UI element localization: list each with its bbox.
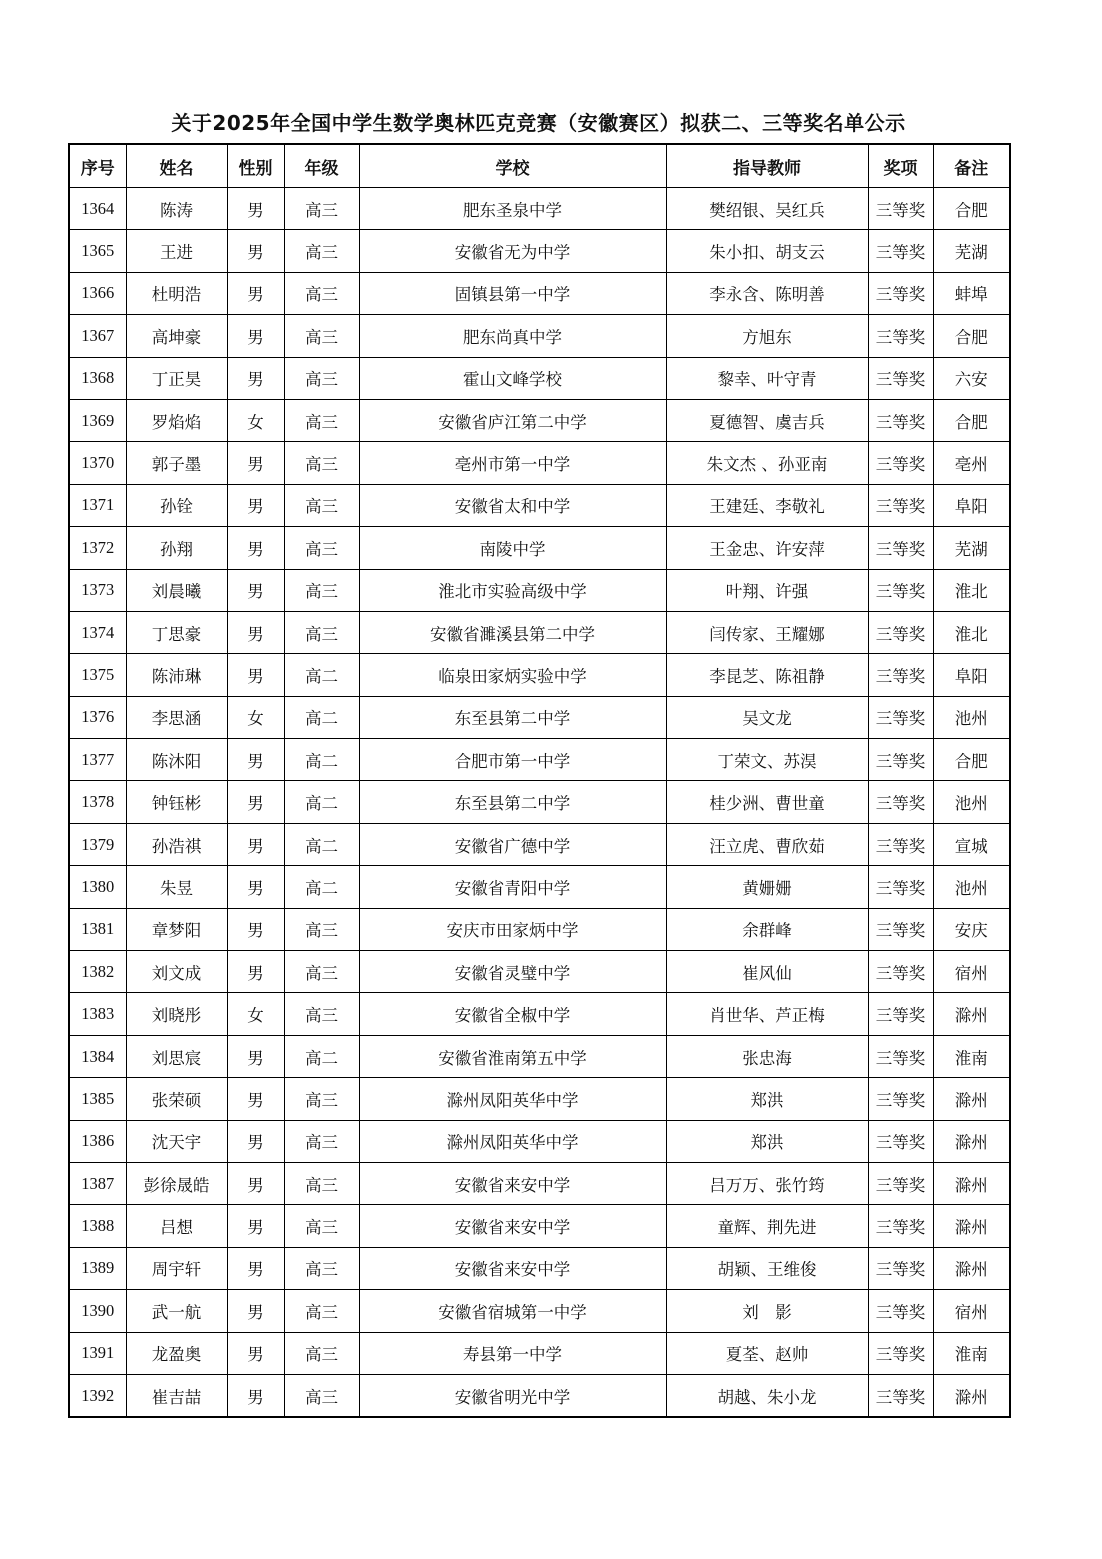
gender-cell: 男 xyxy=(227,1205,284,1247)
school-cell: 安徽省庐江第二中学 xyxy=(359,399,666,441)
advisor-cell: 朱文杰 、孙亚南 xyxy=(666,442,868,484)
serial-cell: 1386 xyxy=(69,1120,126,1162)
region-cell: 淮北 xyxy=(933,611,1010,653)
school-cell: 安徽省青阳中学 xyxy=(359,866,666,908)
school-cell: 淮北市实验高级中学 xyxy=(359,569,666,611)
school-cell: 东至县第二中学 xyxy=(359,696,666,738)
name-cell: 杜明浩 xyxy=(126,272,227,314)
gender-cell: 男 xyxy=(227,569,284,611)
name-cell: 王进 xyxy=(126,230,227,272)
table-row xyxy=(69,696,1010,738)
serial-cell: 1389 xyxy=(69,1247,126,1289)
region-cell: 滁州 xyxy=(933,1078,1010,1120)
school-cell: 安徽省淮南第五中学 xyxy=(359,1035,666,1077)
gender-cell: 男 xyxy=(227,484,284,526)
gender-cell: 女 xyxy=(227,399,284,441)
table-row xyxy=(69,611,1010,653)
gender-cell: 男 xyxy=(227,442,284,484)
serial-cell: 1371 xyxy=(69,484,126,526)
gender-cell: 男 xyxy=(227,1290,284,1332)
award-cell: 三等奖 xyxy=(868,315,933,357)
grade-cell: 高三 xyxy=(284,442,359,484)
region-cell: 亳州 xyxy=(933,442,1010,484)
gender-cell: 女 xyxy=(227,696,284,738)
grade-cell: 高三 xyxy=(284,951,359,993)
grade-cell: 高二 xyxy=(284,781,359,823)
serial-cell: 1380 xyxy=(69,866,126,908)
region-cell: 滁州 xyxy=(933,1205,1010,1247)
award-cell: 三等奖 xyxy=(868,611,933,653)
name-cell: 周宇轩 xyxy=(126,1247,227,1289)
grade-cell: 高三 xyxy=(284,357,359,399)
serial-cell: 1369 xyxy=(69,399,126,441)
school-cell: 安徽省广德中学 xyxy=(359,823,666,865)
serial-cell: 1368 xyxy=(69,357,126,399)
table-header-row xyxy=(69,144,1010,188)
award-cell: 三等奖 xyxy=(868,1247,933,1289)
header-grade: 年级 xyxy=(284,144,359,188)
name-cell: 李思涵 xyxy=(126,696,227,738)
header-region: 备注 xyxy=(933,144,1010,188)
header-name: 姓名 xyxy=(126,144,227,188)
grade-cell: 高三 xyxy=(284,1290,359,1332)
region-cell: 蚌埠 xyxy=(933,272,1010,314)
table-row xyxy=(69,1078,1010,1120)
gender-cell: 男 xyxy=(227,739,284,781)
advisor-cell: 丁荣文、苏淏 xyxy=(666,739,868,781)
serial-cell: 1391 xyxy=(69,1332,126,1374)
award-cell: 三等奖 xyxy=(868,908,933,950)
region-cell: 滁州 xyxy=(933,993,1010,1035)
grade-cell: 高二 xyxy=(284,866,359,908)
table-row xyxy=(69,993,1010,1035)
document-title: 关于2025年全国中学生数学奥林匹克竞赛（安徽赛区）拟获二、三等奖名单公示 xyxy=(171,111,906,135)
award-cell: 三等奖 xyxy=(868,484,933,526)
school-cell: 滁州凤阳英华中学 xyxy=(359,1120,666,1162)
table-row xyxy=(69,1120,1010,1162)
name-cell: 崔吉喆 xyxy=(126,1374,227,1417)
region-cell: 六安 xyxy=(933,357,1010,399)
table-row xyxy=(69,1332,1010,1374)
gender-cell: 男 xyxy=(227,527,284,569)
school-cell: 安徽省灵璧中学 xyxy=(359,951,666,993)
serial-cell: 1378 xyxy=(69,781,126,823)
advisor-cell: 夏德智、虞吉兵 xyxy=(666,399,868,441)
table-body xyxy=(69,188,1010,1418)
table-row xyxy=(69,1162,1010,1204)
gender-cell: 男 xyxy=(227,1120,284,1162)
grade-cell: 高二 xyxy=(284,1035,359,1077)
serial-cell: 1387 xyxy=(69,1162,126,1204)
advisor-cell: 叶翔、许强 xyxy=(666,569,868,611)
table-row xyxy=(69,527,1010,569)
region-cell: 滁州 xyxy=(933,1247,1010,1289)
school-cell: 安庆市田家炳中学 xyxy=(359,908,666,950)
serial-cell: 1365 xyxy=(69,230,126,272)
award-roster-table xyxy=(68,143,1011,1418)
name-cell: 孙浩祺 xyxy=(126,823,227,865)
table-row xyxy=(69,357,1010,399)
header-serial: 序号 xyxy=(69,144,126,188)
award-cell: 三等奖 xyxy=(868,230,933,272)
school-cell: 安徽省来安中学 xyxy=(359,1247,666,1289)
advisor-cell: 黎幸、叶守青 xyxy=(666,357,868,399)
advisor-cell: 闫传家、王耀娜 xyxy=(666,611,868,653)
advisor-cell: 郑洪 xyxy=(666,1078,868,1120)
region-cell: 滁州 xyxy=(933,1120,1010,1162)
name-cell: 钟钰彬 xyxy=(126,781,227,823)
advisor-cell: 胡颖、王维俊 xyxy=(666,1247,868,1289)
gender-cell: 男 xyxy=(227,866,284,908)
advisor-cell: 郑洪 xyxy=(666,1120,868,1162)
name-cell: 朱昱 xyxy=(126,866,227,908)
grade-cell: 高三 xyxy=(284,1078,359,1120)
award-cell: 三等奖 xyxy=(868,569,933,611)
award-cell: 三等奖 xyxy=(868,781,933,823)
name-cell: 刘思宸 xyxy=(126,1035,227,1077)
gender-cell: 男 xyxy=(227,315,284,357)
header-school: 学校 xyxy=(359,144,666,188)
region-cell: 宿州 xyxy=(933,1290,1010,1332)
region-cell: 滁州 xyxy=(933,1162,1010,1204)
table-row xyxy=(69,230,1010,272)
region-cell: 池州 xyxy=(933,781,1010,823)
region-cell: 合肥 xyxy=(933,739,1010,781)
serial-cell: 1382 xyxy=(69,951,126,993)
table-row xyxy=(69,442,1010,484)
school-cell: 安徽省濉溪县第二中学 xyxy=(359,611,666,653)
region-cell: 芜湖 xyxy=(933,230,1010,272)
school-cell: 肥东圣泉中学 xyxy=(359,188,666,230)
name-cell: 陈沛琳 xyxy=(126,654,227,696)
grade-cell: 高三 xyxy=(284,1332,359,1374)
award-cell: 三等奖 xyxy=(868,442,933,484)
grade-cell: 高三 xyxy=(284,1247,359,1289)
region-cell: 池州 xyxy=(933,696,1010,738)
grade-cell: 高二 xyxy=(284,823,359,865)
advisor-cell: 桂少洲、曹世童 xyxy=(666,781,868,823)
gender-cell: 男 xyxy=(227,272,284,314)
table-row xyxy=(69,1290,1010,1332)
school-cell: 安徽省来安中学 xyxy=(359,1162,666,1204)
grade-cell: 高三 xyxy=(284,230,359,272)
advisor-cell: 朱小扣、胡支云 xyxy=(666,230,868,272)
name-cell: 陈涛 xyxy=(126,188,227,230)
table-row xyxy=(69,272,1010,314)
grade-cell: 高三 xyxy=(284,188,359,230)
region-cell: 宣城 xyxy=(933,823,1010,865)
name-cell: 孙铨 xyxy=(126,484,227,526)
advisor-cell: 吕万万、张竹筠 xyxy=(666,1162,868,1204)
gender-cell: 男 xyxy=(227,1162,284,1204)
grade-cell: 高二 xyxy=(284,654,359,696)
table-row xyxy=(69,1374,1010,1417)
serial-cell: 1366 xyxy=(69,272,126,314)
grade-cell: 高三 xyxy=(284,1205,359,1247)
table-row xyxy=(69,1205,1010,1247)
gender-cell: 男 xyxy=(227,357,284,399)
header-award: 奖项 xyxy=(868,144,933,188)
name-cell: 武一航 xyxy=(126,1290,227,1332)
school-cell: 霍山文峰学校 xyxy=(359,357,666,399)
award-cell: 三等奖 xyxy=(868,1374,933,1417)
gender-cell: 男 xyxy=(227,654,284,696)
serial-cell: 1375 xyxy=(69,654,126,696)
award-cell: 三等奖 xyxy=(868,1332,933,1374)
gender-cell: 男 xyxy=(227,908,284,950)
gender-cell: 男 xyxy=(227,1332,284,1374)
name-cell: 龙盈奥 xyxy=(126,1332,227,1374)
region-cell: 安庆 xyxy=(933,908,1010,950)
award-cell: 三等奖 xyxy=(868,357,933,399)
award-cell: 三等奖 xyxy=(868,527,933,569)
grade-cell: 高三 xyxy=(284,993,359,1035)
table-row xyxy=(69,315,1010,357)
gender-cell: 男 xyxy=(227,611,284,653)
advisor-cell: 李永含、陈明善 xyxy=(666,272,868,314)
serial-cell: 1364 xyxy=(69,188,126,230)
award-cell: 三等奖 xyxy=(868,739,933,781)
name-cell: 刘文成 xyxy=(126,951,227,993)
table-row xyxy=(69,739,1010,781)
table-row xyxy=(69,1035,1010,1077)
table-row xyxy=(69,951,1010,993)
school-cell: 临泉田家炳实验中学 xyxy=(359,654,666,696)
advisor-cell: 夏荃、赵帅 xyxy=(666,1332,868,1374)
table-row xyxy=(69,399,1010,441)
school-cell: 安徽省全椒中学 xyxy=(359,993,666,1035)
gender-cell: 男 xyxy=(227,951,284,993)
name-cell: 孙翔 xyxy=(126,527,227,569)
grade-cell: 高三 xyxy=(284,315,359,357)
name-cell: 郭子墨 xyxy=(126,442,227,484)
name-cell: 刘晨曦 xyxy=(126,569,227,611)
award-cell: 三等奖 xyxy=(868,399,933,441)
header-gender: 性别 xyxy=(227,144,284,188)
grade-cell: 高三 xyxy=(284,611,359,653)
award-cell: 三等奖 xyxy=(868,1035,933,1077)
advisor-cell: 黄姗姗 xyxy=(666,866,868,908)
name-cell: 张荣硕 xyxy=(126,1078,227,1120)
grade-cell: 高三 xyxy=(284,908,359,950)
award-cell: 三等奖 xyxy=(868,1162,933,1204)
advisor-cell: 王建廷、李敬礼 xyxy=(666,484,868,526)
grade-cell: 高二 xyxy=(284,739,359,781)
advisor-cell: 方旭东 xyxy=(666,315,868,357)
school-cell: 安徽省明光中学 xyxy=(359,1374,666,1417)
table-row xyxy=(69,781,1010,823)
award-cell: 三等奖 xyxy=(868,951,933,993)
region-cell: 池州 xyxy=(933,866,1010,908)
gender-cell: 男 xyxy=(227,781,284,823)
award-cell: 三等奖 xyxy=(868,696,933,738)
advisor-cell: 汪立虎、曹欣茹 xyxy=(666,823,868,865)
table-row xyxy=(69,866,1010,908)
serial-cell: 1390 xyxy=(69,1290,126,1332)
advisor-cell: 吴文龙 xyxy=(666,696,868,738)
gender-cell: 男 xyxy=(227,1035,284,1077)
name-cell: 彭徐晟皓 xyxy=(126,1162,227,1204)
table-row xyxy=(69,188,1010,230)
name-cell: 吕想 xyxy=(126,1205,227,1247)
gender-cell: 男 xyxy=(227,1078,284,1120)
serial-cell: 1381 xyxy=(69,908,126,950)
region-cell: 淮北 xyxy=(933,569,1010,611)
grade-cell: 高三 xyxy=(284,1120,359,1162)
award-cell: 三等奖 xyxy=(868,1205,933,1247)
school-cell: 亳州市第一中学 xyxy=(359,442,666,484)
name-cell: 陈沐阳 xyxy=(126,739,227,781)
school-cell: 东至县第二中学 xyxy=(359,781,666,823)
region-cell: 阜阳 xyxy=(933,484,1010,526)
school-cell: 安徽省无为中学 xyxy=(359,230,666,272)
advisor-cell: 胡越、朱小龙 xyxy=(666,1374,868,1417)
name-cell: 沈天宇 xyxy=(126,1120,227,1162)
serial-cell: 1374 xyxy=(69,611,126,653)
name-cell: 高坤豪 xyxy=(126,315,227,357)
region-cell: 合肥 xyxy=(933,188,1010,230)
school-cell: 肥东尚真中学 xyxy=(359,315,666,357)
serial-cell: 1383 xyxy=(69,993,126,1035)
serial-cell: 1392 xyxy=(69,1374,126,1417)
gender-cell: 男 xyxy=(227,1247,284,1289)
school-cell: 固镇县第一中学 xyxy=(359,272,666,314)
table-row xyxy=(69,654,1010,696)
advisor-cell: 余群峰 xyxy=(666,908,868,950)
region-cell: 滁州 xyxy=(933,1374,1010,1417)
advisor-cell: 王金忠、许安萍 xyxy=(666,527,868,569)
award-cell: 三等奖 xyxy=(868,272,933,314)
gender-cell: 男 xyxy=(227,188,284,230)
gender-cell: 男 xyxy=(227,1374,284,1417)
gender-cell: 男 xyxy=(227,230,284,272)
gender-cell: 女 xyxy=(227,993,284,1035)
grade-cell: 高三 xyxy=(284,272,359,314)
name-cell: 丁正昊 xyxy=(126,357,227,399)
region-cell: 芜湖 xyxy=(933,527,1010,569)
award-cell: 三等奖 xyxy=(868,1120,933,1162)
region-cell: 淮南 xyxy=(933,1332,1010,1374)
school-cell: 南陵中学 xyxy=(359,527,666,569)
award-cell: 三等奖 xyxy=(868,1078,933,1120)
table-row xyxy=(69,569,1010,611)
grade-cell: 高三 xyxy=(284,1162,359,1204)
grade-cell: 高二 xyxy=(284,696,359,738)
award-cell: 三等奖 xyxy=(868,993,933,1035)
award-cell: 三等奖 xyxy=(868,188,933,230)
name-cell: 罗焰焰 xyxy=(126,399,227,441)
school-cell: 安徽省太和中学 xyxy=(359,484,666,526)
region-cell: 阜阳 xyxy=(933,654,1010,696)
serial-cell: 1379 xyxy=(69,823,126,865)
grade-cell: 高三 xyxy=(284,484,359,526)
serial-cell: 1370 xyxy=(69,442,126,484)
table-row xyxy=(69,484,1010,526)
serial-cell: 1373 xyxy=(69,569,126,611)
advisor-cell: 童辉、荆先进 xyxy=(666,1205,868,1247)
region-cell: 合肥 xyxy=(933,399,1010,441)
name-cell: 章梦阳 xyxy=(126,908,227,950)
grade-cell: 高三 xyxy=(284,1374,359,1417)
serial-cell: 1384 xyxy=(69,1035,126,1077)
advisor-cell: 肖世华、芦正梅 xyxy=(666,993,868,1035)
advisor-cell: 樊绍银、吴红兵 xyxy=(666,188,868,230)
name-cell: 刘晓彤 xyxy=(126,993,227,1035)
table-row xyxy=(69,908,1010,950)
gender-cell: 男 xyxy=(227,823,284,865)
region-cell: 合肥 xyxy=(933,315,1010,357)
serial-cell: 1388 xyxy=(69,1205,126,1247)
grade-cell: 高三 xyxy=(284,527,359,569)
serial-cell: 1372 xyxy=(69,527,126,569)
serial-cell: 1377 xyxy=(69,739,126,781)
name-cell: 丁思豪 xyxy=(126,611,227,653)
award-cell: 三等奖 xyxy=(868,654,933,696)
header-advisor: 指导教师 xyxy=(666,144,868,188)
grade-cell: 高三 xyxy=(284,569,359,611)
school-cell: 寿县第一中学 xyxy=(359,1332,666,1374)
advisor-cell: 崔风仙 xyxy=(666,951,868,993)
serial-cell: 1376 xyxy=(69,696,126,738)
serial-cell: 1385 xyxy=(69,1078,126,1120)
award-cell: 三等奖 xyxy=(868,823,933,865)
table-row xyxy=(69,1247,1010,1289)
school-cell: 安徽省宿城第一中学 xyxy=(359,1290,666,1332)
region-cell: 宿州 xyxy=(933,951,1010,993)
grade-cell: 高三 xyxy=(284,399,359,441)
advisor-cell: 李昆芝、陈祖静 xyxy=(666,654,868,696)
advisor-cell: 刘 影 xyxy=(666,1290,868,1332)
school-cell: 滁州凤阳英华中学 xyxy=(359,1078,666,1120)
serial-cell: 1367 xyxy=(69,315,126,357)
award-cell: 三等奖 xyxy=(868,1290,933,1332)
school-cell: 安徽省来安中学 xyxy=(359,1205,666,1247)
school-cell: 合肥市第一中学 xyxy=(359,739,666,781)
region-cell: 淮南 xyxy=(933,1035,1010,1077)
award-cell: 三等奖 xyxy=(868,866,933,908)
table-row xyxy=(69,823,1010,865)
advisor-cell: 张忠海 xyxy=(666,1035,868,1077)
